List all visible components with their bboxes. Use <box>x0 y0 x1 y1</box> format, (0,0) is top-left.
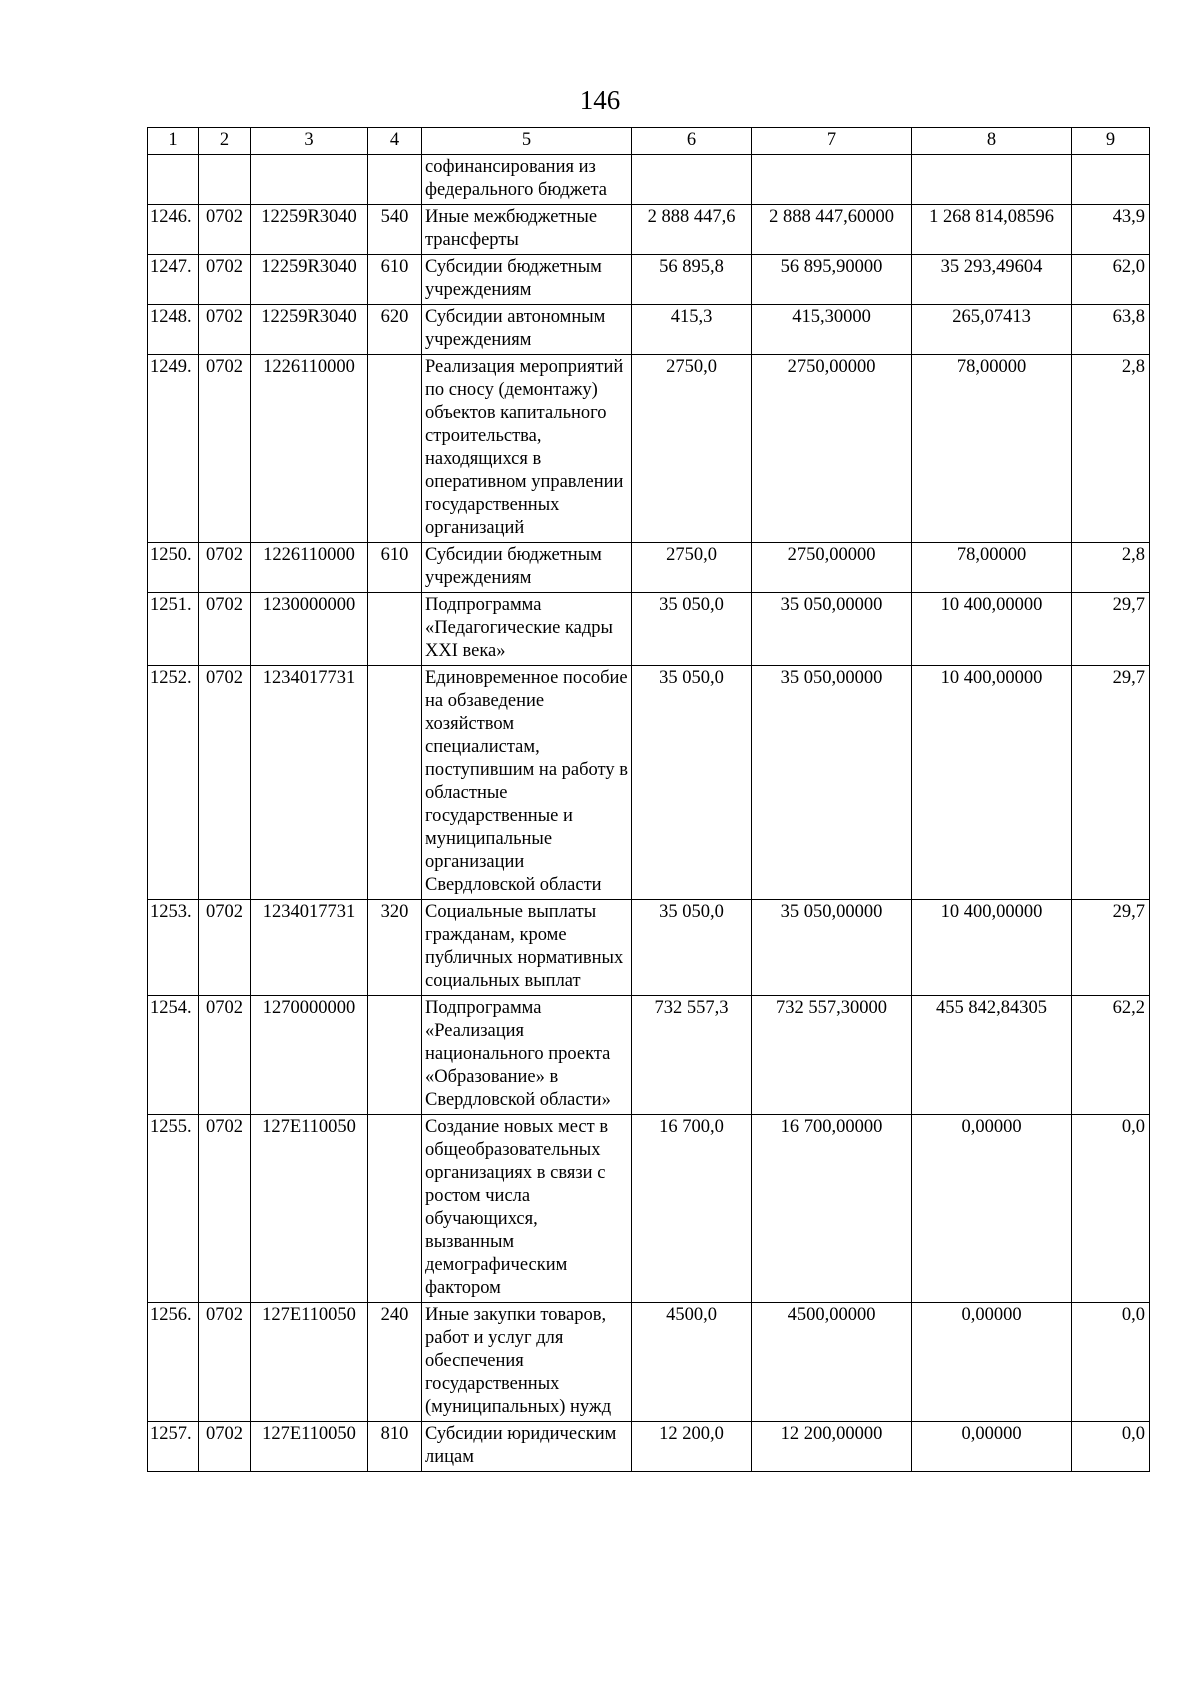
expense-type <box>368 355 422 543</box>
table-row <box>148 205 1150 255</box>
table-row <box>148 1115 1150 1303</box>
header-row <box>148 128 1150 155</box>
column-header-3: 3 <box>251 128 368 155</box>
row-number: 1254. <box>148 996 199 1115</box>
executed-value: 78,00000 <box>912 543 1072 593</box>
expense-type: 240 <box>368 1303 422 1422</box>
item-name: Субсидии бюджетным учреждениям <box>422 255 632 305</box>
plan-value: 35 050,0 <box>632 666 752 900</box>
target-code: 12259R3040 <box>251 205 368 255</box>
executed-value: 10 400,00000 <box>912 593 1072 666</box>
column-header-2: 2 <box>199 128 251 155</box>
item-name: Подпрограмма «Реализация национального проекта «Образование» в Свердловской области» <box>422 996 632 1115</box>
row-number: 1257. <box>148 1422 199 1472</box>
refined-value: 35 050,00000 <box>752 666 912 900</box>
section-code: 0702 <box>199 205 251 255</box>
target-code: 1270000000 <box>251 996 368 1115</box>
refined-value: 35 050,00000 <box>752 593 912 666</box>
column-header-1: 1 <box>148 128 199 155</box>
target-code: 1226110000 <box>251 543 368 593</box>
executed-value: 0,00000 <box>912 1115 1072 1303</box>
row-number: 1249. <box>148 355 199 543</box>
refined-value: 2 888 447,60000 <box>752 205 912 255</box>
column-header-9: 9 <box>1072 128 1150 155</box>
row-number <box>148 155 199 205</box>
refined-value: 732 557,30000 <box>752 996 912 1115</box>
item-name: Подпрограмма «Педагогические кадры XXI века» <box>422 593 632 666</box>
refined-value <box>752 155 912 205</box>
plan-value: 2 888 447,6 <box>632 205 752 255</box>
plan-value: 12 200,0 <box>632 1422 752 1472</box>
target-code: 12259R3040 <box>251 305 368 355</box>
plan-value: 2750,0 <box>632 543 752 593</box>
budget-table <box>147 127 1150 1472</box>
table-row <box>148 1303 1150 1422</box>
table-row <box>148 593 1150 666</box>
target-code: 1234017731 <box>251 666 368 900</box>
expense-type: 320 <box>368 900 422 996</box>
target-code <box>251 155 368 205</box>
executed-value: 78,00000 <box>912 355 1072 543</box>
column-header-8: 8 <box>912 128 1072 155</box>
percent-value: 29,7 <box>1072 900 1150 996</box>
target-code: 127E110050 <box>251 1303 368 1422</box>
table-row <box>148 255 1150 305</box>
item-name: Субсидии юридическим лицам <box>422 1422 632 1472</box>
section-code: 0702 <box>199 255 251 305</box>
percent-value: 29,7 <box>1072 666 1150 900</box>
target-code: 1230000000 <box>251 593 368 666</box>
page-number: 146 <box>579 85 621 115</box>
table-row <box>148 543 1150 593</box>
expense-type <box>368 155 422 205</box>
executed-value: 0,00000 <box>912 1303 1072 1422</box>
item-name: Создание новых мест в общеобразовательных организациях в связи с ростом числа обучающихся, вызванным демографическим фактором <box>422 1115 632 1303</box>
executed-value: 35 293,49604 <box>912 255 1072 305</box>
expense-type: 610 <box>368 543 422 593</box>
percent-value: 0,0 <box>1072 1303 1150 1422</box>
table-row <box>148 355 1150 543</box>
section-code: 0702 <box>199 1115 251 1303</box>
executed-value: 0,00000 <box>912 1422 1072 1472</box>
section-code: 0702 <box>199 1422 251 1472</box>
row-number: 1250. <box>148 543 199 593</box>
target-code: 1234017731 <box>251 900 368 996</box>
row-number: 1251. <box>148 593 199 666</box>
row-number: 1248. <box>148 305 199 355</box>
executed-value: 455 842,84305 <box>912 996 1072 1115</box>
executed-value <box>912 155 1072 205</box>
item-name: Иные межбюджетные трансферты <box>422 205 632 255</box>
percent-value: 43,9 <box>1072 205 1150 255</box>
plan-value: 35 050,0 <box>632 900 752 996</box>
section-code: 0702 <box>199 666 251 900</box>
expense-type: 540 <box>368 205 422 255</box>
item-name: Реализация мероприятий по сносу (демонтажу) объектов капитального строительства, находящихся в оперативном управлении государственных организаций <box>422 355 632 543</box>
refined-value: 16 700,00000 <box>752 1115 912 1303</box>
plan-value: 56 895,8 <box>632 255 752 305</box>
target-code: 1226110000 <box>251 355 368 543</box>
target-code: 127E110050 <box>251 1115 368 1303</box>
percent-value: 0,0 <box>1072 1422 1150 1472</box>
table-row <box>148 666 1150 900</box>
executed-value: 10 400,00000 <box>912 900 1072 996</box>
refined-value: 2750,00000 <box>752 543 912 593</box>
percent-value: 62,0 <box>1072 255 1150 305</box>
section-code: 0702 <box>199 996 251 1115</box>
percent-value: 0,0 <box>1072 1115 1150 1303</box>
expense-type: 610 <box>368 255 422 305</box>
item-name: Иные закупки товаров, работ и услуг для обеспечения государственных (муниципальных) нужд <box>422 1303 632 1422</box>
executed-value: 265,07413 <box>912 305 1072 355</box>
plan-value: 16 700,0 <box>632 1115 752 1303</box>
plan-value: 4500,0 <box>632 1303 752 1422</box>
plan-value: 732 557,3 <box>632 996 752 1115</box>
expense-type <box>368 1115 422 1303</box>
section-code: 0702 <box>199 355 251 543</box>
section-code: 0702 <box>199 593 251 666</box>
refined-value: 4500,00000 <box>752 1303 912 1422</box>
table-row <box>148 900 1150 996</box>
expense-type <box>368 593 422 666</box>
refined-value: 12 200,00000 <box>752 1422 912 1472</box>
percent-value: 2,8 <box>1072 355 1150 543</box>
table-row <box>148 1422 1150 1472</box>
section-code <box>199 155 251 205</box>
item-name: Социальные выплаты гражданам, кроме публичных нормативных социальных выплат <box>422 900 632 996</box>
section-code: 0702 <box>199 900 251 996</box>
item-name: софинансирования из федерального бюджета <box>422 155 632 205</box>
item-name: Единовременное пособие на обзаведение хозяйством специалистам, поступившим на работу в областные государственные и муниципальные организации Свердловской области <box>422 666 632 900</box>
target-code: 127E110050 <box>251 1422 368 1472</box>
row-number: 1253. <box>148 900 199 996</box>
item-name: Субсидии бюджетным учреждениям <box>422 543 632 593</box>
item-name: Субсидии автономным учреждениям <box>422 305 632 355</box>
percent-value: 62,2 <box>1072 996 1150 1115</box>
row-number: 1246. <box>148 205 199 255</box>
row-number: 1255. <box>148 1115 199 1303</box>
expense-type <box>368 996 422 1115</box>
row-number: 1252. <box>148 666 199 900</box>
refined-value: 415,30000 <box>752 305 912 355</box>
target-code: 12259R3040 <box>251 255 368 305</box>
column-header-4: 4 <box>368 128 422 155</box>
percent-value: 29,7 <box>1072 593 1150 666</box>
column-header-6: 6 <box>632 128 752 155</box>
refined-value: 2750,00000 <box>752 355 912 543</box>
plan-value: 35 050,0 <box>632 593 752 666</box>
section-code: 0702 <box>199 305 251 355</box>
refined-value: 56 895,90000 <box>752 255 912 305</box>
expense-type: 810 <box>368 1422 422 1472</box>
table-row <box>148 305 1150 355</box>
plan-value: 2750,0 <box>632 355 752 543</box>
column-header-7: 7 <box>752 128 912 155</box>
percent-value <box>1072 155 1150 205</box>
column-header-5: 5 <box>422 128 632 155</box>
table-row <box>148 996 1150 1115</box>
refined-value: 35 050,00000 <box>752 900 912 996</box>
executed-value: 10 400,00000 <box>912 666 1072 900</box>
plan-value: 415,3 <box>632 305 752 355</box>
percent-value: 2,8 <box>1072 543 1150 593</box>
section-code: 0702 <box>199 1303 251 1422</box>
executed-value: 1 268 814,08596 <box>912 205 1072 255</box>
section-code: 0702 <box>199 543 251 593</box>
percent-value: 63,8 <box>1072 305 1150 355</box>
expense-type: 620 <box>368 305 422 355</box>
row-number: 1247. <box>148 255 199 305</box>
expense-type <box>368 666 422 900</box>
row-number: 1256. <box>148 1303 199 1422</box>
plan-value <box>632 155 752 205</box>
table-row <box>148 155 1150 205</box>
